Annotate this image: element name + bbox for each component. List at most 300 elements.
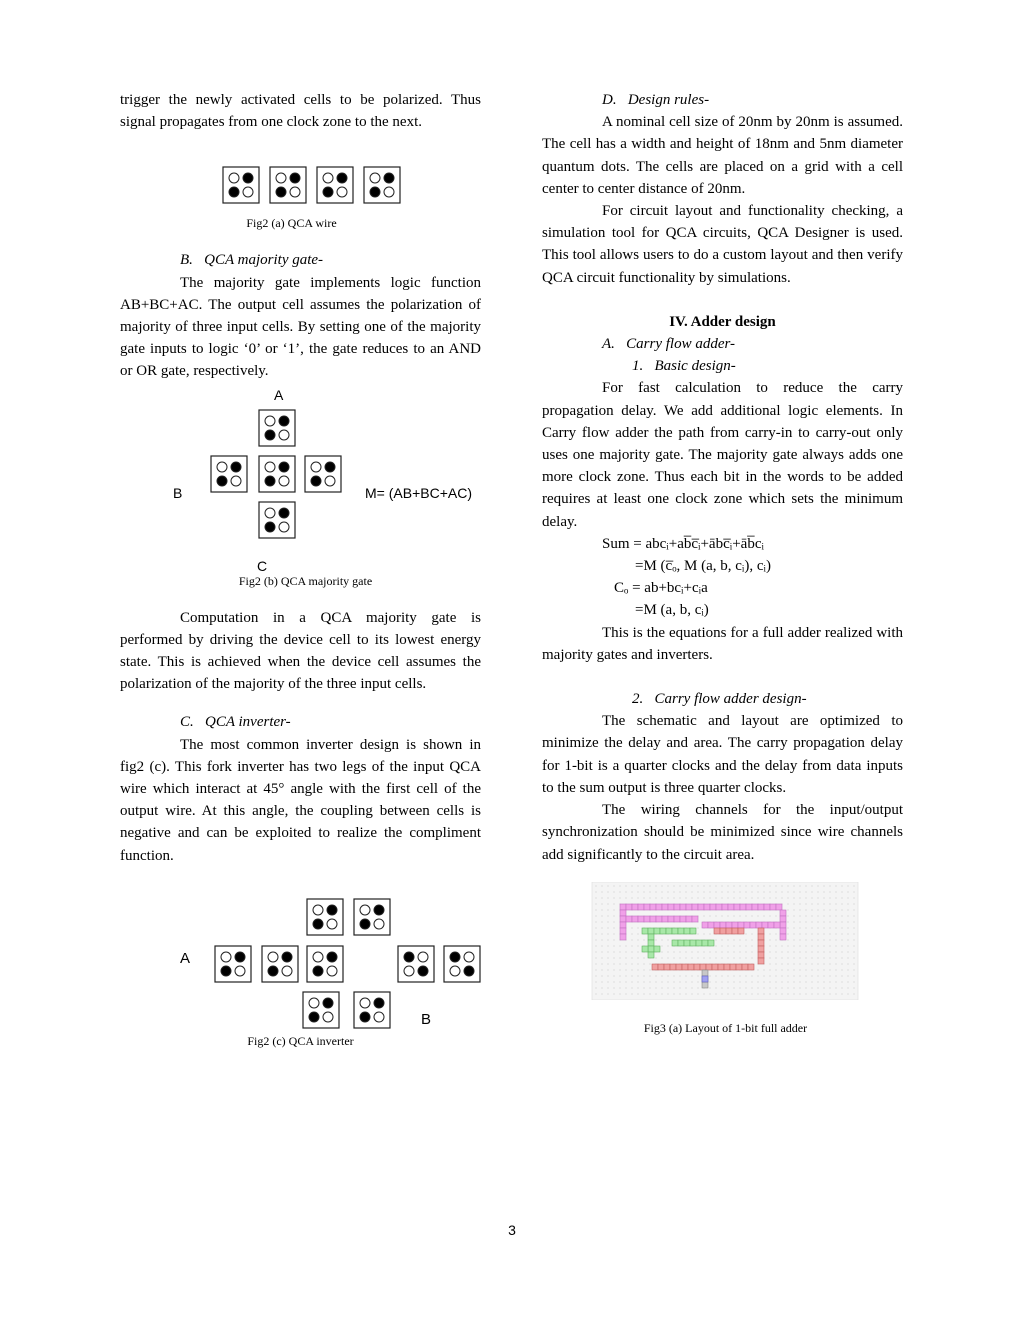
grid-dot <box>770 897 771 898</box>
section-title: QCA inverter- <box>205 714 291 731</box>
layout-cell <box>676 964 682 970</box>
grid-dot <box>722 957 723 958</box>
grid-dot <box>698 981 699 982</box>
layout-cell <box>756 922 762 928</box>
quantum-dot-filled <box>360 919 370 929</box>
grid-dot <box>734 885 735 886</box>
grid-dot <box>830 969 831 970</box>
grid-dot <box>824 969 825 970</box>
figure-majority-gate <box>120 383 481 573</box>
grid-dot <box>668 957 669 958</box>
grid-dot <box>776 891 777 892</box>
grid-dot <box>824 921 825 922</box>
layout-cell <box>746 904 752 910</box>
grid-dot <box>734 891 735 892</box>
section-label: 1. <box>632 358 644 375</box>
grid-dot <box>644 969 645 970</box>
grid-dot <box>668 945 669 946</box>
grid-dot <box>824 963 825 964</box>
grid-dot <box>620 945 621 946</box>
grid-dot <box>662 981 663 982</box>
qca-cell <box>305 456 341 492</box>
grid-dot <box>608 891 609 892</box>
grid-dot <box>800 903 801 904</box>
grid-dot <box>824 951 825 952</box>
right-column <box>542 89 903 1036</box>
grid-dot <box>776 975 777 976</box>
grid-dot <box>632 885 633 886</box>
grid-dot <box>818 909 819 910</box>
layout-cell <box>736 964 742 970</box>
grid-dot <box>722 885 723 886</box>
grid-dot <box>728 975 729 976</box>
grid-dot <box>776 951 777 952</box>
grid-dot <box>650 993 651 994</box>
grid-dot <box>752 939 753 940</box>
grid-dot <box>824 927 825 928</box>
grid-dot <box>686 891 687 892</box>
grid-dot <box>716 891 717 892</box>
grid-dot <box>764 993 765 994</box>
grid-dot <box>698 993 699 994</box>
grid-dot <box>746 933 747 934</box>
quantum-dot-empty <box>374 919 384 929</box>
grid-dot <box>602 951 603 952</box>
grid-dot <box>842 987 843 988</box>
grid-dot <box>602 981 603 982</box>
grid-dot <box>638 945 639 946</box>
grid-dot <box>830 981 831 982</box>
grid-dot <box>824 933 825 934</box>
quantum-dot-empty <box>311 462 321 472</box>
grid-dot <box>776 969 777 970</box>
grid-dot <box>806 957 807 958</box>
grid-dot <box>674 891 675 892</box>
layout-cell <box>730 964 736 970</box>
quantum-dot-filled <box>229 187 239 197</box>
grid-dot <box>740 981 741 982</box>
layout-cell <box>702 922 708 928</box>
grid-dot <box>782 963 783 964</box>
grid-dot <box>710 897 711 898</box>
grid-dot <box>608 903 609 904</box>
grid-dot <box>716 915 717 916</box>
grid-dot <box>716 957 717 958</box>
layout-cell <box>674 916 680 922</box>
grid-dot <box>818 891 819 892</box>
grid-dot <box>704 891 705 892</box>
layout-cell <box>684 928 690 934</box>
grid-dot <box>752 981 753 982</box>
grid-dot <box>674 951 675 952</box>
grid-dot <box>794 885 795 886</box>
grid-dot <box>746 885 747 886</box>
grid-dot <box>716 939 717 940</box>
grid-dot <box>800 963 801 964</box>
grid-dot <box>752 933 753 934</box>
layout-cell <box>764 904 770 910</box>
grid-dot <box>698 957 699 958</box>
grid-dot <box>800 909 801 910</box>
grid-dot <box>812 939 813 940</box>
layout-cell <box>738 922 744 928</box>
grid-dot <box>824 885 825 886</box>
grid-dot <box>728 897 729 898</box>
grid-dot <box>728 945 729 946</box>
layout-cell <box>686 916 692 922</box>
layout-cell <box>692 904 698 910</box>
quantum-dot-empty <box>327 919 337 929</box>
grid-dot <box>686 987 687 988</box>
grid-dot <box>710 933 711 934</box>
layout-cell <box>780 910 786 916</box>
layout-cell <box>644 916 650 922</box>
grid-dot <box>656 885 657 886</box>
grid-dot <box>656 981 657 982</box>
grid-dot <box>794 975 795 976</box>
grid-dot <box>692 981 693 982</box>
grid-dot <box>800 891 801 892</box>
grid-dot <box>596 945 597 946</box>
grid-dot <box>608 927 609 928</box>
grid-dot <box>836 975 837 976</box>
grid-dot <box>836 933 837 934</box>
grid-dot <box>752 891 753 892</box>
paragraph: The majority gate implements logic function AB+BC+AC. The output cell assumes the polarization of majority of three input cells. By setting one of the majority gate inputs to logic ‘0’ or ‘1’, the gate reduces to an AND or OR gate, respectively. <box>120 274 481 380</box>
grid-dot <box>764 885 765 886</box>
grid-dot <box>632 981 633 982</box>
grid-dot <box>788 921 789 922</box>
grid-dot <box>788 933 789 934</box>
layout-cell <box>680 904 686 910</box>
grid-dot <box>794 903 795 904</box>
grid-dot <box>692 975 693 976</box>
grid-dot <box>632 975 633 976</box>
grid-dot <box>848 903 849 904</box>
grid-dot <box>746 939 747 940</box>
grid-dot <box>596 969 597 970</box>
grid-dot <box>692 951 693 952</box>
layout-cell <box>656 904 662 910</box>
grid-dot <box>704 951 705 952</box>
grid-dot <box>638 939 639 940</box>
quantum-dot-filled <box>327 952 337 962</box>
grid-dot <box>734 981 735 982</box>
grid-dot <box>620 969 621 970</box>
majority-gate-diagram <box>120 383 481 573</box>
grid-dot <box>782 975 783 976</box>
grid-dot <box>830 987 831 988</box>
grid-dot <box>848 915 849 916</box>
grid-dot <box>794 915 795 916</box>
grid-dot <box>620 897 621 898</box>
grid-dot <box>746 945 747 946</box>
grid-dot <box>776 963 777 964</box>
grid-dot <box>698 933 699 934</box>
grid-dot <box>776 987 777 988</box>
section-label: B. <box>180 252 193 269</box>
grid-dot <box>746 915 747 916</box>
grid-dot <box>632 957 633 958</box>
grid-dot <box>830 945 831 946</box>
grid-dot <box>614 927 615 928</box>
grid-dot <box>686 951 687 952</box>
grid-dot <box>620 951 621 952</box>
grid-dot <box>788 951 789 952</box>
grid-dot <box>632 951 633 952</box>
qca-cell <box>364 167 400 203</box>
layout-cell <box>742 964 748 970</box>
grid-dot <box>656 975 657 976</box>
grid-dot <box>818 969 819 970</box>
grid-dot <box>770 951 771 952</box>
grid-dot <box>806 933 807 934</box>
grid-dot <box>746 987 747 988</box>
grid-dot <box>602 921 603 922</box>
qca-cell <box>259 456 295 492</box>
paragraph: A nominal cell size of 20nm by 20nm is assumed. The cell has a width and height of 18nm and 5nm diameter quantum dots. The cells are placed on a grid with a cell center to center distance of 20nm. <box>542 114 903 197</box>
grid-dot <box>608 963 609 964</box>
grid-dot <box>638 963 639 964</box>
quantum-dot-empty <box>290 187 300 197</box>
grid-dot <box>608 909 609 910</box>
grid-dot <box>842 945 843 946</box>
grid-dot <box>758 987 759 988</box>
grid-dot <box>596 951 597 952</box>
layout-cell <box>620 910 626 916</box>
grid-dot <box>788 897 789 898</box>
grid-dot <box>854 987 855 988</box>
grid-dot <box>776 915 777 916</box>
grid-dot <box>638 885 639 886</box>
grid-dot <box>812 945 813 946</box>
grid-dot <box>752 957 753 958</box>
layout-cell <box>776 904 782 910</box>
grid-dot <box>830 933 831 934</box>
layout-cell <box>702 970 708 976</box>
grid-dot <box>728 981 729 982</box>
grid-dot <box>740 891 741 892</box>
grid-dot <box>836 981 837 982</box>
grid-dot <box>644 897 645 898</box>
grid-dot <box>758 969 759 970</box>
section-heading-d <box>542 89 903 111</box>
grid-dot <box>722 939 723 940</box>
grid-dot <box>794 951 795 952</box>
grid-dot <box>848 987 849 988</box>
grid-dot <box>680 987 681 988</box>
grid-dot <box>734 987 735 988</box>
grid-dot <box>758 897 759 898</box>
grid-dot <box>620 885 621 886</box>
layout-cell <box>770 904 776 910</box>
grid-dot <box>782 891 783 892</box>
grid-dot <box>752 885 753 886</box>
grid-dot <box>794 921 795 922</box>
grid-dot <box>668 897 669 898</box>
grid-dot <box>848 933 849 934</box>
paragraph: The most common inverter design is shown in fig2 (c). This fork inverter has two legs of the input QCA wire which interact at 45° angle with the first cell of the output wire. At this angle, the coupling between cells is negative and can be exploited to realize the compliment function. <box>120 736 481 864</box>
label-a: A <box>180 949 191 967</box>
quantum-dot-filled <box>384 173 394 183</box>
section-heading-c <box>120 711 481 733</box>
grid-dot <box>686 897 687 898</box>
grid-dot <box>746 891 747 892</box>
grid-dot <box>812 981 813 982</box>
section-title: Carry flow adder- <box>626 336 736 353</box>
grid-dot <box>758 975 759 976</box>
subsubsection-heading-1 <box>542 355 903 377</box>
layout-cell <box>758 934 764 940</box>
layout-cell <box>690 940 696 946</box>
grid-dot <box>788 945 789 946</box>
layout-cell <box>620 922 626 928</box>
qca-cell <box>317 167 353 203</box>
qca-cell <box>354 899 390 935</box>
page-number: 3 <box>508 1222 516 1238</box>
grid-dot <box>758 885 759 886</box>
grid-dot <box>650 963 651 964</box>
grid-dot <box>818 921 819 922</box>
layout-cell <box>620 904 626 910</box>
grid-dot <box>608 951 609 952</box>
grid-dot <box>644 939 645 940</box>
layout-cell <box>722 904 728 910</box>
grid-dot <box>848 939 849 940</box>
grid-dot <box>824 957 825 958</box>
grid-dot <box>782 885 783 886</box>
grid-dot <box>662 885 663 886</box>
grid-dot <box>626 981 627 982</box>
grid-dot <box>806 891 807 892</box>
grid-dot <box>818 939 819 940</box>
grid-dot <box>710 975 711 976</box>
grid-dot <box>668 975 669 976</box>
grid-dot <box>608 933 609 934</box>
grid-dot <box>668 981 669 982</box>
grid-dot <box>830 897 831 898</box>
layout-cell <box>718 964 724 970</box>
grid-dot <box>800 927 801 928</box>
layout-cell <box>656 916 662 922</box>
grid-dot <box>674 987 675 988</box>
grid-dot <box>710 951 711 952</box>
grid-dot <box>842 957 843 958</box>
layout-cell <box>762 922 768 928</box>
grid-dot <box>614 891 615 892</box>
grid-dot <box>854 993 855 994</box>
grid-dot <box>698 951 699 952</box>
layout-cell <box>632 904 638 910</box>
grid-dot <box>812 975 813 976</box>
grid-dot <box>800 957 801 958</box>
grid-dot <box>800 945 801 946</box>
label-c: C <box>257 557 268 573</box>
grid-dot <box>764 969 765 970</box>
layout-cell <box>664 964 670 970</box>
grid-dot <box>782 957 783 958</box>
grid-dot <box>848 909 849 910</box>
grid-dot <box>662 945 663 946</box>
grid-dot <box>716 951 717 952</box>
layout-cell <box>642 928 648 934</box>
grid-dot <box>812 885 813 886</box>
grid-dot <box>704 933 705 934</box>
quantum-dot-empty <box>384 187 394 197</box>
grid-dot <box>680 975 681 976</box>
layout-cell <box>690 928 696 934</box>
grid-dot <box>806 951 807 952</box>
layout-cell <box>626 904 632 910</box>
grid-dot <box>770 945 771 946</box>
grid-dot <box>806 915 807 916</box>
layout-cell <box>734 904 740 910</box>
layout-cell <box>662 916 668 922</box>
grid-dot <box>854 903 855 904</box>
section-title: QCA majority gate- <box>204 252 324 269</box>
layout-cell <box>678 940 684 946</box>
layout-cell <box>716 904 722 910</box>
label-m: M= (AB+BC+AC) <box>365 484 472 501</box>
grid-dot <box>764 975 765 976</box>
paragraph: This is the equations for a full adder realized with majority gates and inverters. <box>542 624 903 663</box>
grid-dot <box>800 933 801 934</box>
grid-dot <box>638 933 639 934</box>
section-label: C. <box>180 714 194 731</box>
grid-dot <box>848 897 849 898</box>
grid-dot <box>662 951 663 952</box>
grid-dot <box>608 969 609 970</box>
grid-dot <box>848 969 849 970</box>
grid-dot <box>776 981 777 982</box>
grid-dot <box>848 885 849 886</box>
grid-dot <box>722 945 723 946</box>
layout-cell <box>650 916 656 922</box>
grid-dot <box>794 897 795 898</box>
grid-dot <box>668 939 669 940</box>
grid-dot <box>770 987 771 988</box>
grid-dot <box>752 897 753 898</box>
layout-cell <box>714 928 720 934</box>
grid-dot <box>734 957 735 958</box>
grid-dot <box>806 885 807 886</box>
layout-cell <box>688 964 694 970</box>
qca-cell <box>444 946 480 982</box>
grid-dot <box>644 993 645 994</box>
grid-dot <box>614 939 615 940</box>
grid-dot <box>764 981 765 982</box>
layout-cell <box>740 904 746 910</box>
grid-dot <box>830 963 831 964</box>
grid-dot <box>716 885 717 886</box>
quantum-dot-filled <box>313 919 323 929</box>
grid-dot <box>728 939 729 940</box>
quantum-dot-empty <box>404 966 414 976</box>
section-title: Carry flow adder design- <box>654 691 807 708</box>
grid-dot <box>656 957 657 958</box>
grid-dot <box>710 885 711 886</box>
grid-dot <box>614 957 615 958</box>
grid-dot <box>794 987 795 988</box>
grid-dot <box>812 903 813 904</box>
section-title: Basic design- <box>654 358 736 375</box>
grid-dot <box>824 939 825 940</box>
grid-dot <box>698 987 699 988</box>
paragraph: trigger the newly activated cells to be polarized. Thus signal propagates from one clock zone to the next. <box>120 92 481 131</box>
grid-dot <box>806 993 807 994</box>
grid-dot <box>626 969 627 970</box>
grid-dot <box>824 897 825 898</box>
